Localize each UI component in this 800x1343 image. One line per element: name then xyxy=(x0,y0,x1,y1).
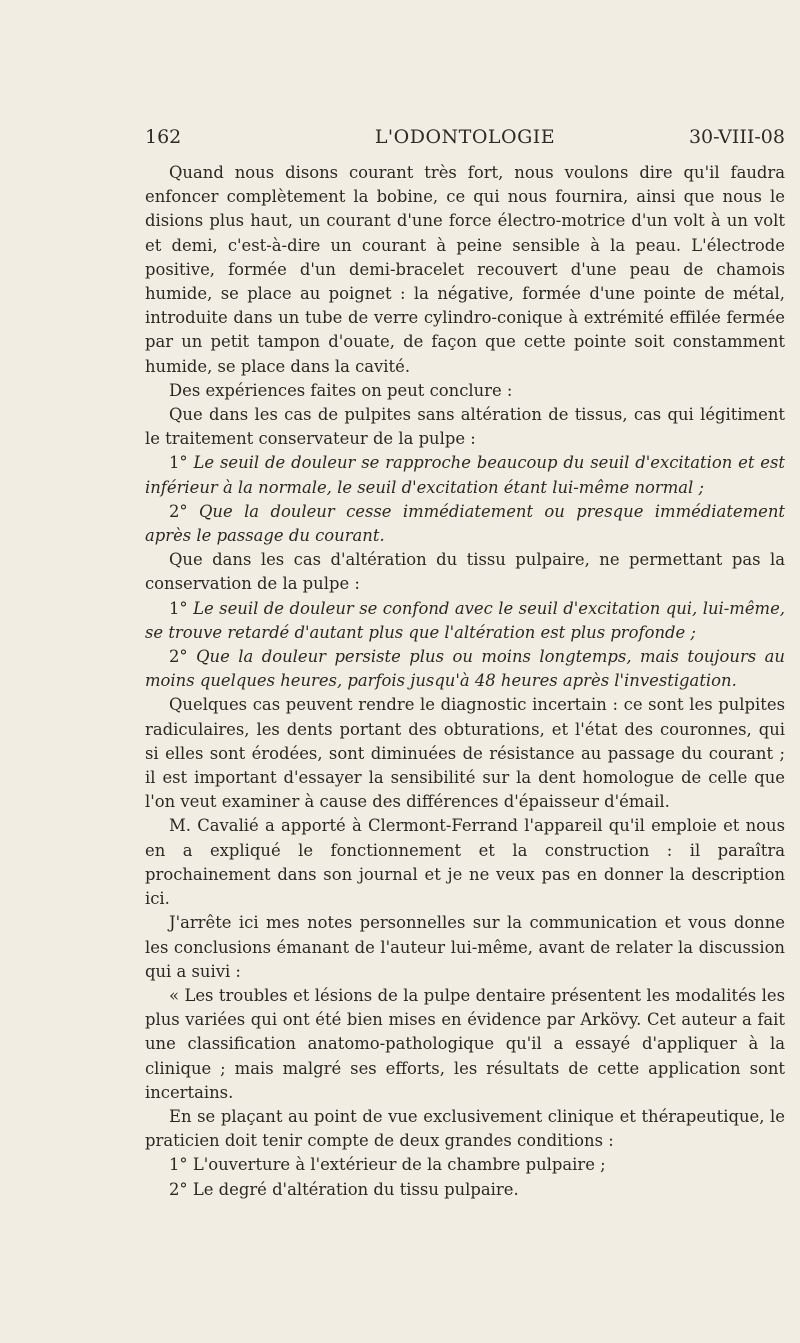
paragraph-text: Que dans les cas d'altération du tissu pulpaire, ne permettant pas la conservation de la pulpe : xyxy=(145,550,785,594)
list-number: 2° xyxy=(169,647,188,667)
paragraph-uncertain-diagnosis xyxy=(145,693,785,814)
issue-date: 30-VIII-08 xyxy=(688,126,785,148)
body-text xyxy=(145,161,785,1202)
list-item xyxy=(145,1178,785,1202)
paragraph-conclusions-intro xyxy=(145,379,785,403)
paragraph-text: M. Cavalié a apporté à Clermont-Ferrand l'appareil qu'il emploie et nous en a expliqué le fonctionnement et la construction : il paraîtra prochainement dans son journal et je ne veux pas en donner la description ici. xyxy=(145,816,785,909)
list-item xyxy=(145,645,785,693)
list-item-text: Que la douleur cesse immédiatement ou presque immédiatement après le passage du courant. xyxy=(145,501,785,546)
running-header xyxy=(145,126,785,156)
paragraph-quote-arkovy xyxy=(145,984,785,1105)
list-item xyxy=(145,1153,785,1177)
paragraph-cavalie-apparatus xyxy=(145,814,785,911)
paragraph-current-description xyxy=(145,161,785,379)
paragraph-text: En se plaçant au point de vue exclusivement clinique et thérapeutique, le praticien doit tenir compte de deux grandes conditions : xyxy=(145,1106,785,1151)
paragraph-author-conclusions xyxy=(145,911,785,984)
journal-title: L'ODONTOLOGIE xyxy=(374,126,556,148)
list-item-text: Le seuil de douleur se rapproche beaucoup du seuil d'excitation et est inférieur à la normale, le seuil d'excitation étant lui-même normal ; xyxy=(145,453,786,497)
list-item-text: Le seuil de douleur se confond avec le seuil d'excitation qui, lui-même, se trouve retardé d'autant plus que l'altération est plus profonde ; xyxy=(145,598,785,642)
list-number: 1° xyxy=(169,598,188,618)
page-number: 162 xyxy=(145,126,182,148)
list-number: 2° xyxy=(169,1179,188,1199)
list-item-text: Que la douleur persiste plus ou moins longtemps, mais toujours au moins quelques heures, parfois jusqu'à 48 heures après l'investigation. xyxy=(145,647,785,691)
paragraph-text: « Les troubles et lésions de la pulpe dentaire présentent les modalités les plus variées qui ont été bien mises en évidence par Arkövy. Cet auteur a fait une classification anatomo-pathologique qu'il a essayé d'appliquer à la clinique ; mais malgré ses efforts, les résultats de cette application sont incertains. xyxy=(145,985,785,1102)
list-item xyxy=(145,451,785,499)
paragraph-text: Quand nous disons courant très fort, nous voulons dire qu'il faudra enfoncer complètement la bobine, ce qui nous fournira, ainsi que nous le disions plus haut, un courant d'une force électro-motrice d'un volt à un volt et demi, c'est-à-dire un courant à peine sensible à la peau. L'électrode positive, formée d'un demi-bracelet recouvert d'une peau de chamois humide, se place au poignet : la négative, formée d'une pointe de métal, introduite dans un tube de verre cylindro-conique à extrémité effilée fermée par un petit tampon d'ouate, de façon que cette pointe soit constamment humide, se place dans la cavité. xyxy=(145,163,785,376)
list-number: 1° xyxy=(169,453,188,473)
paragraph-text: Que dans les cas de pulpites sans altération de tissus, cas qui légitiment le traitement conservateur de la pulpe : xyxy=(145,405,785,449)
paragraph-text: J'arrête ici mes notes personnelles sur la communication et vous donne les conclusions émanant de l'auteur lui-même, avant de relater la discussion qui a suivi : xyxy=(145,913,785,981)
list-item-text: L'ouverture à l'extérieur de la chambre pulpaire ; xyxy=(192,1155,606,1175)
paragraph-pulpitis-no-alteration xyxy=(145,403,785,451)
list-number: 2° xyxy=(169,501,188,521)
paragraph-pulp-alteration xyxy=(145,548,785,596)
list-number: 1° xyxy=(169,1155,188,1175)
list-item-text: Le degré d'altération du tissu pulpaire. xyxy=(192,1179,519,1199)
list-item xyxy=(145,597,785,645)
list-item xyxy=(145,500,785,548)
paragraph-clinical-conditions xyxy=(145,1105,785,1153)
paragraph-text: Des expériences faites on peut conclure : xyxy=(169,380,513,400)
paragraph-text: Quelques cas peuvent rendre le diagnostic incertain : ce sont les pulpites radiculaires, les dents portant des obturations, et l'état des couronnes, qui si elles sont érodées, sont diminuées de résistance au passage du courant ; il est important d'essayer la sensibilité sur la dent homologue de celle que l'on veut examiner à cause des différences d'épaisseur d'émail. xyxy=(145,695,785,812)
